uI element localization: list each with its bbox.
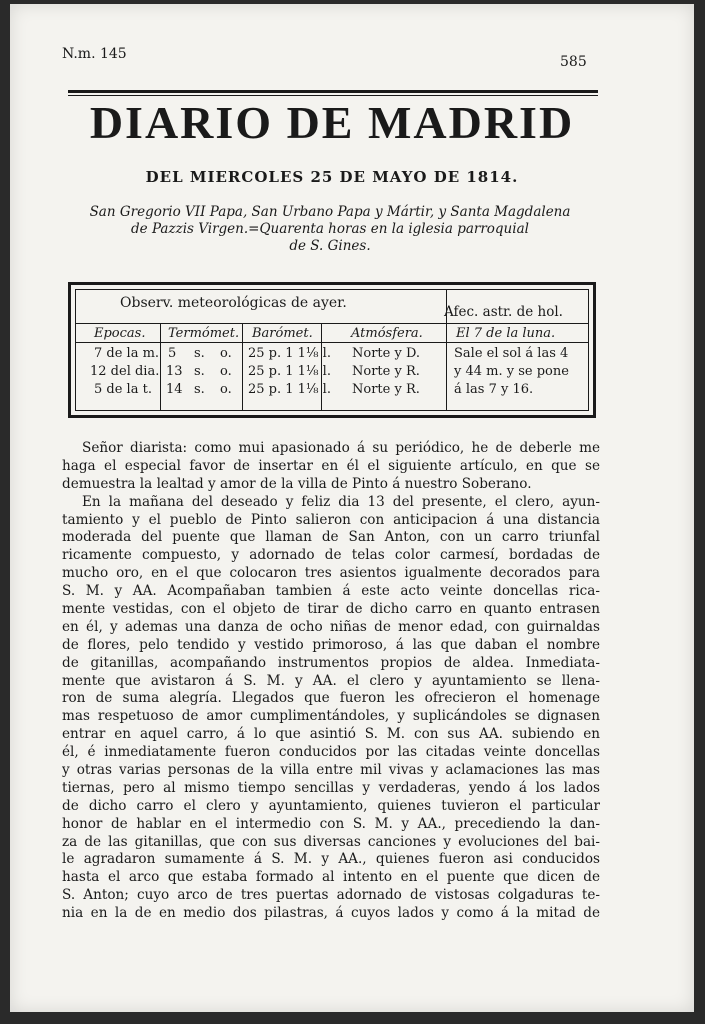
article-line: mucho oro, en el que colocaron tres asientos igualmente decorados para [62,565,600,582]
article-line: tamiento y el pueblo de Pinto salieron con anticipacion á una distancia [62,511,600,528]
row-baro: 25 p. 1 1⅛ l. [248,364,331,379]
article-line: de dicho carro el clero y ayuntamiento, quienes tuvieron el particular [62,797,600,814]
article-line: mente vestidas, con el objeto de tirar de dicho carro en quanto entrasen [62,601,600,618]
article-line: en él, y ademas una danza de ocho niñas de menor edad, con guirnaldas [62,618,600,635]
newspaper-page [10,4,694,1012]
astro-line: y 44 m. y se pone [454,364,569,379]
row-epoca: 12 del dia. [90,364,160,379]
article-line: ricamente compuesto, y adornado de telas color carmesí, bordadas de [62,547,600,564]
row-epoca: 7 de la m. [94,346,160,361]
col-termometro: Termómet. [168,326,240,341]
astro-line: Sale el sol á las 4 [454,346,569,361]
article-body [62,440,600,923]
row-o: o. [220,382,232,397]
row-o: o. [220,346,232,361]
col-barometro: Barómet. [252,326,313,341]
row-temp: 13 [166,364,183,379]
article-line: Señor diarista: como mui apasionado á su periódico, he de deberle me [82,440,600,456]
col-atmosfera: Atmósfera. [351,326,423,341]
article-line: demuestra la lealtad y amor de la villa de Pinto á nuestro Soberano. [62,475,532,492]
article-line: nia en la de en medio dos pilastras, á cuyos lados y como á la mitad de [62,905,600,922]
weather-table [68,282,596,418]
row-temp: 14 [166,382,183,397]
page-number: 585 [560,54,587,70]
article-line: En la mañana del deseado y feliz dia 13 del presente, el clero, ayun- [82,493,600,510]
article-line: honor de hablar en el intermedio con S. M. y AA., precediendo la dan- [62,815,600,832]
article-line: de gitanillas, acompañando instrumentos propios de aldea. Inmediata- [62,654,600,671]
row-baro: 25 p. 1 1⅛ l. [248,346,331,361]
row-s: s. [194,346,205,361]
row-atm: Norte y R. [352,382,420,397]
article-line: ron de suma alegría. Llegados que fueron les ofrecieron el homenage [62,690,600,707]
article-line: entrar en aquel carro, á lo que asintió S. M. con sus AA. subiendo en [62,726,600,743]
row-temp: 5 [168,346,177,361]
article-line: tiernas, pero al mismo tiempo sencillas y verdaderas, yendo á los lados [62,779,600,796]
article-line: mente que avistaron á S. M. y AA. el clero y ayuntamiento se llena- [62,672,600,689]
saints-line-1: San Gregorio VII Papa, San Urbano Papa y Mártir, y Santa Magdalena [89,204,571,220]
article-line: y otras varias personas de la villa entre mil vivas y aclamaciones las mas [62,762,600,779]
article-line: za de las gitanillas, que con sus diversas canciones y evoluciones del bai- [62,833,600,850]
header-rule-thick [68,90,598,93]
col-luna: El 7 de la luna. [456,326,556,341]
article-line: S. M. y AA. Acompañaban tambien á este acto veinte doncellas rica- [62,583,600,600]
article-line: mas respetuoso de amor cumplimentándoles, y suplicándoles se dignasen [62,708,600,725]
row-atm: Norte y D. [352,346,421,361]
issue-date: DEL MIERCOLES 25 DE MAYO DE 1814. [145,168,519,186]
issue-number: N.m. 145 [62,46,127,62]
masthead-title: DIARIO DE MADRID [89,97,575,148]
astro-title: Afec. astr. de hol. [444,304,563,320]
row-o: o. [220,364,232,379]
article-line: moderada del puente que llaman de San Anton, con un carro triunfal [62,529,600,546]
article-line: S. Anton; cuyo arco de tres puertas adornado de vistosas colgaduras te- [62,887,600,904]
row-s: s. [194,382,205,397]
col-epocas: Epocas. [94,326,146,341]
weather-title: Observ. meteorológicas de ayer. [120,295,347,311]
article-line: de flores, pelo tendido y vestido primoroso, á las que daban el nombre [62,636,600,653]
row-atm: Norte y R. [352,364,420,379]
saints-line-2: de Pazzis Virgen.=Quarenta horas en la iglesia parroquial [131,221,529,237]
article-line: haga el especial favor de insertar en él el siguiente artículo, en que se [62,457,600,474]
saints-of-the-day [65,204,595,255]
article-line: él, é inmediatamente fueron conducidos por las citadas veinte doncellas [62,744,600,761]
astro-line: á las 7 y 16. [454,382,534,397]
article-line: le agradaron sumamente á S. M. y AA., quienes fueron asi conducidos [62,851,600,868]
saints-line-3: de S. Gines. [289,238,371,254]
row-baro: 25 p. 1 1⅛ l. [248,382,331,397]
article-line: hasta el arco que estaba formado al intento en el puente que dicen de [62,869,600,886]
row-epoca: 5 de la t. [94,382,152,397]
row-s: s. [194,364,205,379]
